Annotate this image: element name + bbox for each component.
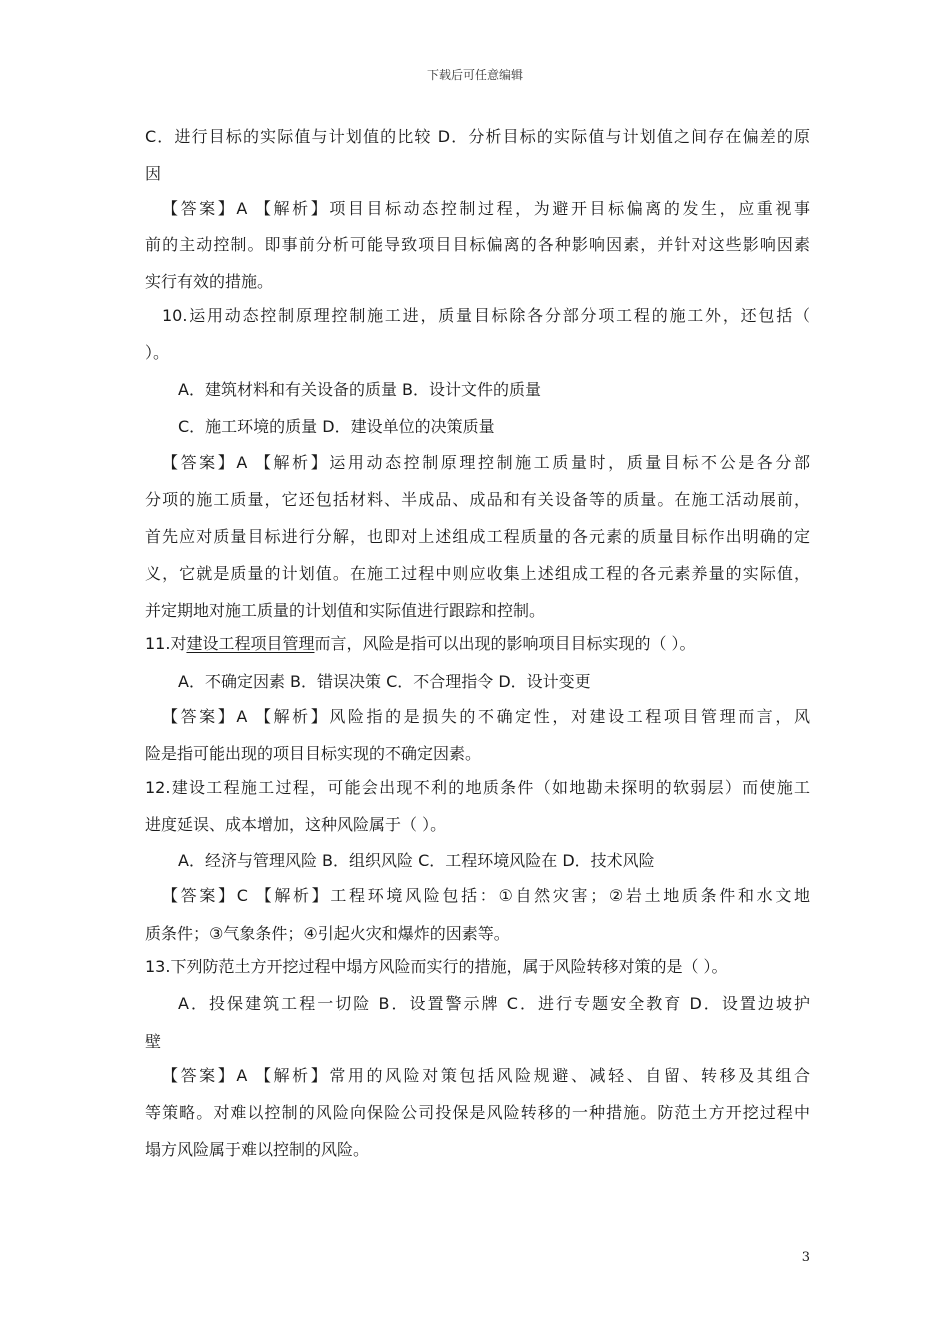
- q9-option-cd-cont: 因: [145, 164, 162, 183]
- q10-line-1: 10.运用动态控制原理控制施工进，质量目标除各分部分项工程的施工外，还包括（: [162, 306, 810, 325]
- q13-options: A．投保建筑工程一切险 B．设置警示牌 C．进行专题安全教育 D．设置边坡护: [178, 994, 810, 1013]
- q11-question: [145, 633, 810, 655]
- a13-line-2: 等策略。对难以控制的风险向保险公司投保是风险转移的一种措施。防范土方开挖过程中: [145, 1103, 810, 1122]
- a12-line-1: 【答案】C 【解析】工程环境风险包括：①自然灾害；②岩土地质条件和水文地: [162, 886, 810, 905]
- q12-line-2: 进度延误、成本增加，这种风险属于（ ）。: [145, 815, 447, 834]
- a12-line-2: 质条件；③气象条件；④引起火灾和爆炸的因素等。: [145, 924, 510, 943]
- a9-line-1: 【答案】A 【解析】项目目标动态控制过程，为避开目标偏离的发生，应重视事: [162, 199, 810, 218]
- q10-options-cd: C．施工环境的质量 D．建设单位的决策质量: [178, 417, 495, 436]
- a10-line-5: 并定期地对施工质量的计划值和实际值进行跟踪和控制。: [145, 601, 546, 620]
- a10-line-1: 【答案】A 【解析】运用动态控制原理控制施工质量时，质量目标不公是各分部: [162, 453, 810, 472]
- q13-options-cont: 壁: [145, 1032, 162, 1051]
- a11-line-2: 险是指可能出现的项目目标实现的不确定因素。: [145, 744, 482, 763]
- q11-prefix: 11.对: [145, 634, 187, 653]
- q9-option-cd: C．进行目标的实际值与计划值的比较 D．分析目标的实际值与计划值之间存在偏差的原: [145, 127, 810, 146]
- q13-question: 13.下列防范土方开挖过程中塌方风险而实行的措施，属于风险转移对策的是（ ）。: [145, 957, 728, 976]
- q12-line-1: 12.建设工程施工过程，可能会出现不利的地质条件（如地勘未探明的软弱层）而使施工: [145, 778, 810, 797]
- page-header: 下载后可任意编辑: [426, 68, 523, 82]
- a9-line-3: 实行有效的措施。: [145, 272, 274, 291]
- a10-line-2: 分项的施工质量，它还包括材料、半成品、成品和有关设备等的质量。在施工活动展前，: [145, 490, 810, 509]
- page-number: 3: [801, 1250, 810, 1265]
- q11-underlined-term: 建设工程项目管理: [186, 634, 315, 653]
- q10-line-2: ）。: [145, 343, 170, 362]
- q10-options-ab: A．建筑材料和有关设备的质量 B．设计文件的质量: [178, 380, 542, 399]
- a9-line-2: 前的主动控制。即事前分析可能导致项目目标偏离的各种影响因素，并针对这些影响因素: [145, 235, 810, 254]
- a11-line-1: 【答案】A 【解析】风险指的是损失的不确定性，对建设工程项目管理而言，风: [162, 707, 810, 726]
- q11-suffix: 而言，风险是指可以出现的影响项目目标实现的（ ）。: [314, 634, 696, 653]
- q11-options: A．不确定因素 B．错误决策 C．不合理指令 D．设计变更: [178, 672, 591, 691]
- a10-line-3: 首先应对质量目标进行分解，也即对上述组成工程质量的各元素的质量目标作出明确的定: [145, 527, 810, 546]
- q12-options: A．经济与管理风险 B．组织风险 C．工程环境风险在 D．技术风险: [178, 851, 655, 870]
- a13-line-1: 【答案】A 【解析】常用的风险对策包括风险规避、减轻、自留、转移及其组合: [162, 1066, 810, 1085]
- a10-line-4: 义，它就是质量的计划值。在施工过程中则应收集上述组成工程的各元素养量的实际值，: [145, 564, 810, 583]
- a13-line-3: 塌方风险属于难以控制的风险。: [145, 1140, 370, 1159]
